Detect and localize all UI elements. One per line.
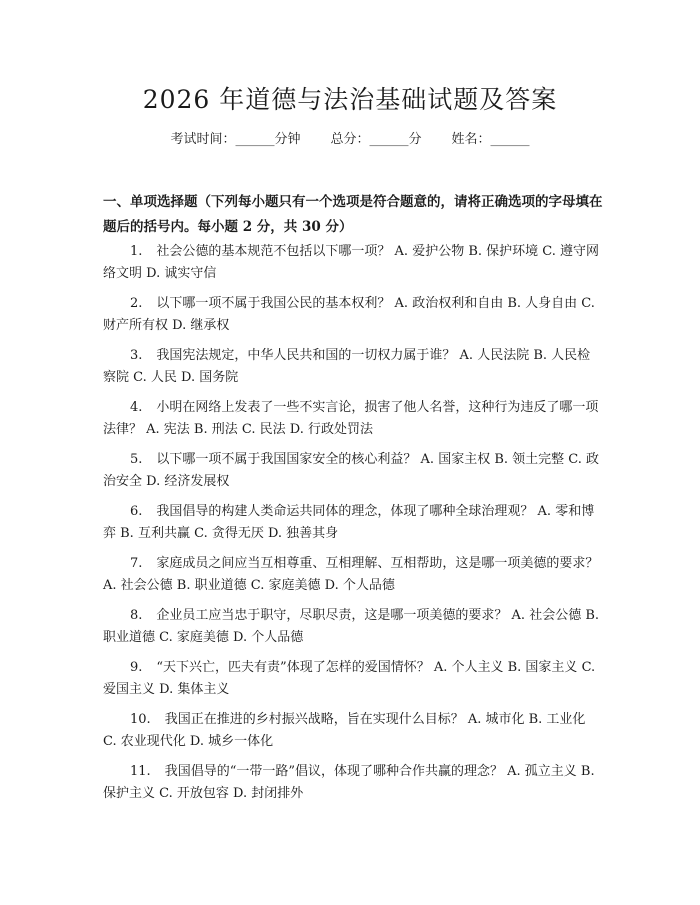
question-item <box>103 657 600 701</box>
question-number: 10. <box>130 712 151 727</box>
question-number: 4. <box>130 400 143 415</box>
question-text: 以下哪一项不属于我国公民的基本权利？ A. 政治权利和自由 B. 人身自由 C. 财产所有权 D. 继承权 <box>103 296 595 333</box>
exam-meta <box>0 130 700 150</box>
question-text: 家庭成员之间应当互相尊重、互相理解、互相帮助，这是哪一项美德的要求？ A. 社会公德 B. 职业道德 C. 家庭美德 D. 个人品德 <box>103 556 599 593</box>
document-title: 2026 年道德与法治基础试题及答案 <box>142 85 558 114</box>
question-number: 5. <box>130 452 143 467</box>
question-text: 我国倡导的构建人类命运共同体的理念，体现了哪种全球治理观？ A. 零和博弈 B. 互利共赢 C. 贪得无厌 D. 独善其身 <box>103 504 595 541</box>
question-text: 以下哪一项不属于我国国家安全的核心利益？ A. 国家主权 B. 领土完整 C. 政治安全 D. 经济发展权 <box>103 452 600 489</box>
question-number: 2. <box>130 296 143 311</box>
question-item <box>103 501 600 545</box>
question-text: 企业员工应当忠于职守，尽职尽责，这是哪一项美德的要求？ A. 社会公德 B. 职业道德 C. 家庭美德 D. 个人品德 <box>103 608 600 645</box>
question-item <box>103 449 600 493</box>
question-text: 我国宪法规定，中华人民共和国的一切权力属于谁？ A. 人民法院 B. 人民检察院 C. 人民 D. 国务院 <box>103 348 591 385</box>
question-item <box>103 397 600 441</box>
question-text: 社会公德的基本规范不包括以下哪一项？ A. 爱护公物 B. 保护环境 C. 遵守网络文明 D. 诚实守信 <box>103 244 600 281</box>
question-text: “天下兴亡，匹夫有责”体现了怎样的爱国情怀？ A. 个人主义 B. 国家主义 C. 爱国主义 D. 集体主义 <box>103 660 596 697</box>
question-item <box>103 605 600 649</box>
question-number: 9. <box>130 660 143 675</box>
question-text: 我国倡导的“一带一路”倡议，体现了哪种合作共赢的理念？ A. 孤立主义 B. 保护主义 C. 开放包容 D. 封闭排外 <box>103 764 595 801</box>
question-number: 11. <box>130 764 151 779</box>
question-number: 6. <box>130 504 143 519</box>
question-item <box>103 709 600 753</box>
question-item <box>103 761 600 805</box>
student-name-field: 姓名：______ <box>451 132 530 147</box>
question-number: 7. <box>130 556 143 571</box>
section-heading: 一、单项选择题（下列每小题只有一个选项是符合题意的，请将正确选项的字母填在题后的括号内。每小题 2 分，共 30 分） <box>103 194 603 235</box>
question-item <box>103 241 600 285</box>
question-number: 8. <box>130 608 143 623</box>
question-text: 小明在网络上发表了一些不实言论，损害了他人名誉，这种行为违反了哪一项法律？ A. 宪法 B. 刑法 C. 民法 D. 行政处罚法 <box>103 400 599 437</box>
question-item <box>103 345 600 389</box>
question-text: 我国正在推进的乡村振兴战略，旨在实现什么目标？ A. 城市化 B. 工业化 C. 农业现代化 D. 城乡一体化 <box>103 712 586 749</box>
question-item <box>103 553 600 597</box>
question-number: 1. <box>130 244 143 259</box>
exam-time-field: 考试时间：______分钟 <box>170 132 301 147</box>
total-score-field: 总分：______分 <box>330 132 422 147</box>
question-item <box>103 293 600 337</box>
question-number: 3. <box>130 348 143 363</box>
